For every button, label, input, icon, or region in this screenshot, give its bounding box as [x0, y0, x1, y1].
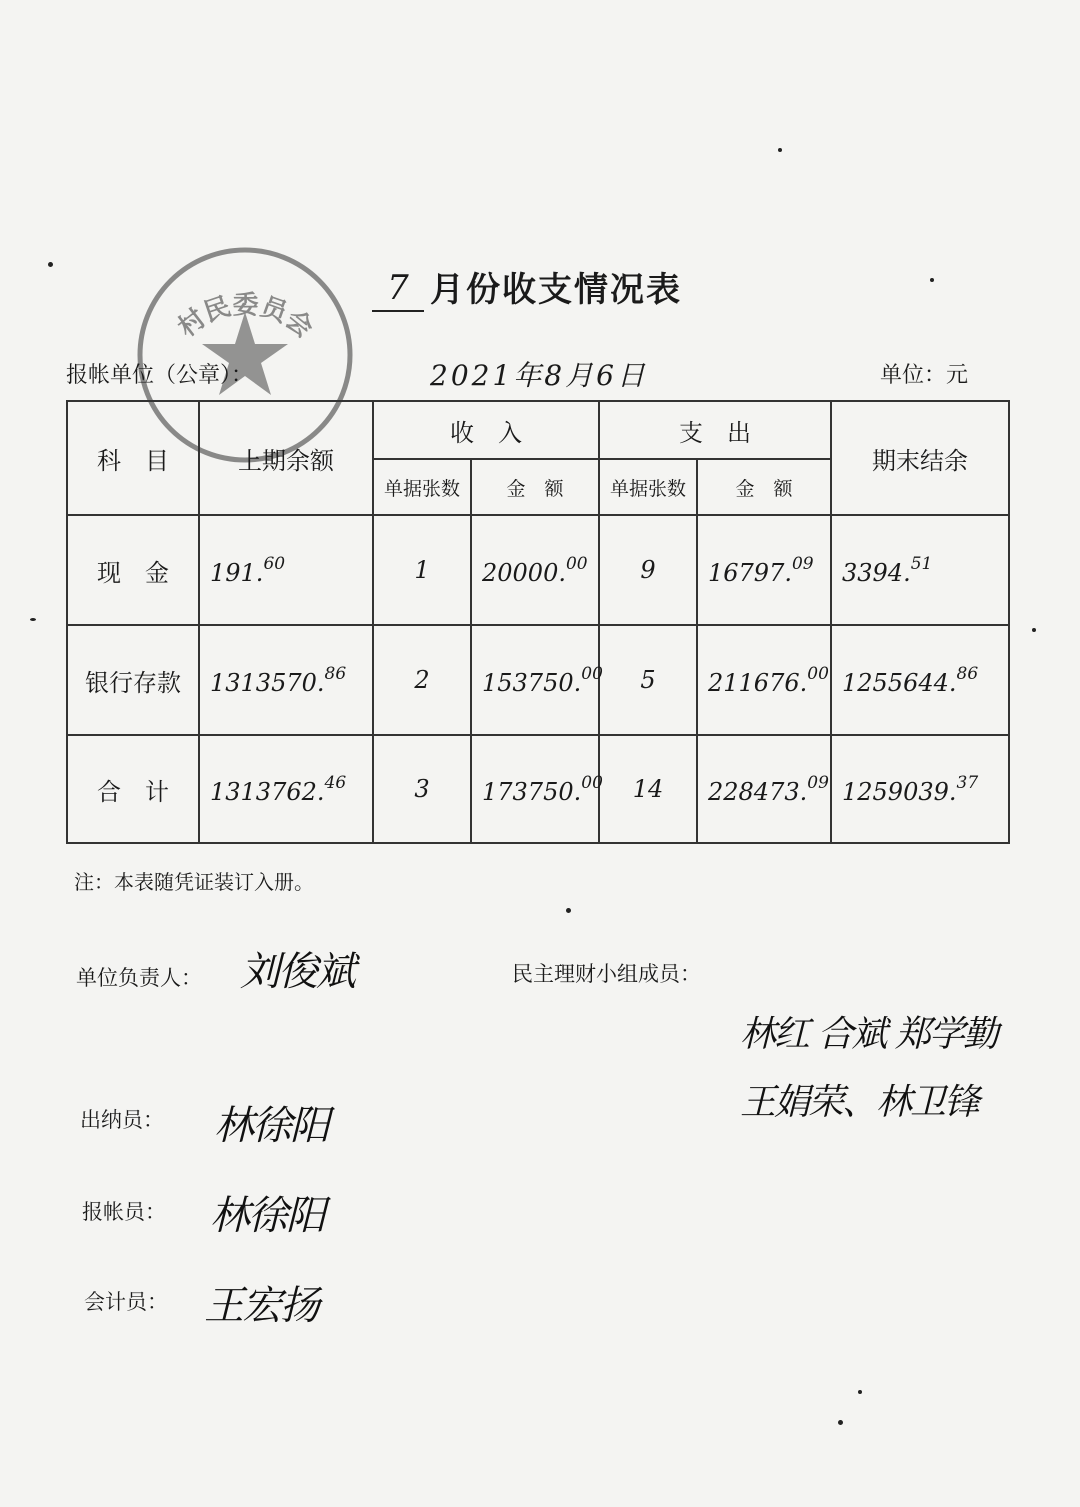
header-expense-count: 单据张数 [599, 459, 697, 515]
accountant-label: 会计员： [84, 1290, 168, 1314]
report-date: 2021年8月6日 [430, 359, 648, 392]
header-end-balance: 期末结余 [831, 401, 1009, 515]
cashier-label: 出纳员： [80, 1108, 164, 1132]
reporting-unit-label: 报帐单位（公章）： [66, 363, 254, 388]
cell-income-count: 3 [373, 735, 471, 843]
finance-group-signatures-line2: 王娟荣、林卫锋 [740, 1082, 979, 1123]
stamp-text: 村民委员会 [172, 290, 319, 345]
cell-prev-balance: 1313762.46 [199, 735, 373, 843]
leader-signature: 刘俊斌 [240, 949, 354, 995]
cell-prev-balance: 191.60 [199, 515, 373, 625]
scan-speck [48, 262, 53, 267]
cell-end-balance: 3394.51 [831, 515, 1009, 625]
scan-speck [930, 278, 934, 282]
cell-income-amount: 153750.00 [471, 625, 599, 735]
binding-note: 注：本表随凭证装订入册。 [74, 870, 314, 894]
header-income: 收 入 [373, 401, 599, 459]
finance-group-signatures-line1: 林红 合斌 郑学勤 [740, 1014, 997, 1055]
cashier-signature: 林徐阳 [214, 1103, 328, 1149]
income-expense-table [66, 400, 1010, 844]
scan-speck [1032, 628, 1036, 632]
scan-speck [838, 1420, 843, 1425]
row-subject: 银行存款 [67, 625, 199, 735]
cell-income-count: 2 [373, 625, 471, 735]
header-expense-amount: 金 额 [697, 459, 831, 515]
row-subject: 现 金 [67, 515, 199, 625]
scan-speck [566, 908, 571, 913]
cell-expense-amount: 16797.09 [697, 515, 831, 625]
leader-label: 单位负责人： [76, 966, 202, 990]
cell-expense-amount: 211676.00 [697, 625, 831, 735]
reporter-label: 报帐员： [82, 1200, 166, 1224]
currency-unit: 单位：元 [880, 363, 969, 388]
cell-income-amount: 173750.00 [471, 735, 599, 843]
header-prev-balance: 上期余额 [199, 401, 373, 515]
finance-group-label: 民主理财小组成员： [512, 962, 701, 986]
table-row [67, 515, 1009, 625]
cell-expense-count: 14 [599, 735, 697, 843]
cell-income-count: 1 [373, 515, 471, 625]
table-row [67, 625, 1009, 735]
cell-expense-amount: 228473.09 [697, 735, 831, 843]
page-title [372, 262, 682, 312]
header-income-amount: 金 额 [471, 459, 599, 515]
cell-expense-count: 9 [599, 515, 697, 625]
accountant-signature: 王宏扬 [204, 1283, 318, 1329]
table-row [67, 735, 1009, 843]
reporter-signature: 林徐阳 [210, 1193, 324, 1239]
title-text: 月份收支情况表 [430, 270, 682, 310]
row-subject: 合 计 [67, 735, 199, 843]
cell-prev-balance: 1313570.86 [199, 625, 373, 735]
scan-speck [778, 148, 782, 152]
table-header-row [67, 401, 1009, 459]
scan-speck [30, 618, 36, 621]
cell-end-balance: 1255644.86 [831, 625, 1009, 735]
header-subject: 科 目 [67, 401, 199, 515]
header-income-count: 单据张数 [373, 459, 471, 515]
header-expense: 支 出 [599, 401, 831, 459]
scan-speck [858, 1390, 862, 1394]
cell-expense-count: 5 [599, 625, 697, 735]
cell-income-amount: 20000.00 [471, 515, 599, 625]
title-month: 7 [372, 266, 424, 312]
cell-end-balance: 1259039.37 [831, 735, 1009, 843]
